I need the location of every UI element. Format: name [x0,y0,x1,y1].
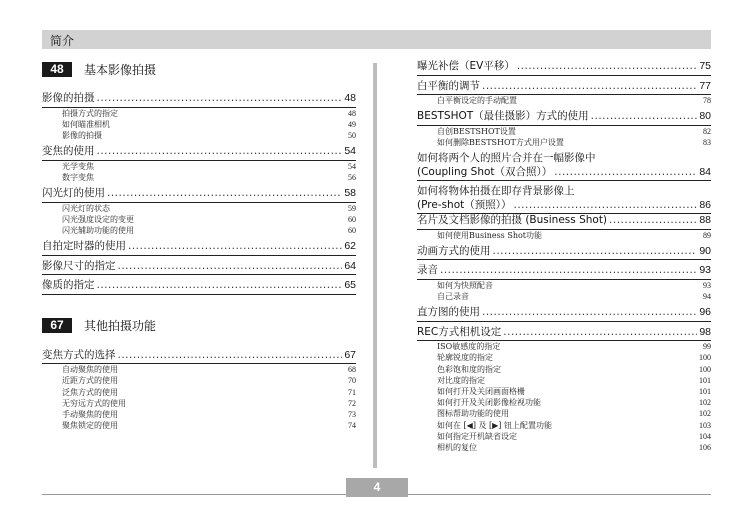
toc-subentry-page: 101 [699,387,711,397]
toc-entry-page: 62 [344,240,356,253]
toc-subentry-title: 白平衡设定的手动配置 [437,96,517,105]
footer-rule [408,494,711,495]
toc-subentry[interactable] [417,397,711,408]
toc-subentry-page: 49 [348,119,356,129]
entry-rule [417,75,711,76]
toc-entry[interactable] [42,187,356,236]
toc-subentry[interactable] [42,398,356,409]
leader-dots [609,214,697,228]
toc-subentry-page: 56 [348,172,356,182]
toc-subentry-page: 103 [699,420,711,430]
toc-entry-title: 自拍定时器的使用 [42,240,126,253]
toc-entry[interactable] [417,110,711,148]
toc-entry-title: 名片及文档影像的拍摄 (Business Shot) [417,214,608,227]
leader-dots [97,92,343,106]
toc-entry-title: REC方式相机设定 [417,325,502,338]
page-title: 简介 [50,34,75,48]
toc-subentry-title: 如何打开及关闭影像检视功能 [437,398,541,408]
toc-entry-page: 86 [699,198,711,211]
toc-subentry-title: 自创BESTSHOT设置 [437,126,516,136]
toc-entry-page: 96 [699,306,711,319]
toc-subentry-title: 无穷远方式的使用 [62,398,126,408]
toc-subentry-page: 50 [348,130,356,140]
toc-entry-page: 77 [699,79,711,92]
leader-dots [493,245,698,259]
toc-entry-page: 93 [699,264,711,277]
toc-subentry-page: 60 [348,225,356,235]
toc-subentry-title: 闪光辅助功能的使用 [62,225,134,235]
toc-subentry-title: 数字变焦 [62,172,94,182]
toc-subentry-page: 74 [348,421,356,431]
toc-subentry-page: 71 [348,387,356,397]
toc-subentry[interactable] [417,442,711,453]
leader-dots [514,199,698,213]
toc-subentry-title: 如何使用Business Shot功能 [437,230,542,240]
chapter-title: 其他拍摄功能 [84,319,157,334]
toc-subentry[interactable] [417,95,711,106]
toc-right-column [417,60,711,453]
toc-subentry-page: 60 [348,214,356,224]
header-bar [42,30,711,49]
toc-subentry-title: ISO敏感度的指定 [437,342,501,352]
toc-entry-title: 变焦方式的选择 [42,348,116,361]
toc-left-column [42,60,356,431]
toc-entry[interactable] [42,92,356,141]
toc-entry[interactable] [417,326,711,454]
toc-subentry-title: 如何指定开机缺省设定 [437,431,517,441]
toc-entry[interactable] [417,60,711,76]
toc-entry-title: 录音 [417,264,438,277]
toc-subentry-title: 如何打开及关闭画面格栅 [437,387,525,397]
toc-subentry-page: 100 [699,353,711,363]
toc-entry-page: 75 [699,60,711,72]
toc-entry-page: 84 [699,165,711,178]
toc-entry[interactable] [417,306,711,322]
leader-dots [97,279,343,293]
leader-dots [128,240,342,254]
toc-subentry-page: 68 [348,365,356,375]
toc-section-list [417,214,711,453]
toc-subentry[interactable] [417,420,711,431]
toc-subentry[interactable] [42,409,356,420]
toc-subentry-title: 近距方式的使用 [62,376,118,386]
toc-subentry-page: 48 [348,108,356,118]
toc-subentry[interactable] [417,280,711,291]
toc-entry[interactable] [42,279,356,295]
toc-subentry-page: 59 [348,203,356,213]
toc-subentry-page: 102 [699,398,711,408]
toc-subentry-title: 如何瞄准相机 [62,119,110,129]
toc-entry-title: 直方图的使用 [417,306,480,319]
toc-subentry-page: 99 [703,342,711,352]
toc-entry-title: 闪光灯的使用 [42,187,105,200]
entry-rule [417,321,711,322]
toc-subentry[interactable] [417,375,711,386]
toc-entry-title: 动画方式的使用 [417,244,491,257]
toc-subentry[interactable] [417,386,711,397]
toc-subentry[interactable] [417,408,711,419]
toc-subentry[interactable] [42,172,356,183]
entry-rule [417,180,711,181]
toc-entry-title: BESTSHOT（最佳摄影）方式的使用 [417,110,589,123]
toc-subentry[interactable] [417,431,711,442]
toc-subentry[interactable] [42,161,356,172]
toc-entry[interactable] [42,260,356,276]
chapter-heading [42,60,356,78]
toc-entry-title: 曝光补偿（EV平移） [417,60,515,72]
chapter-title: 基本影像拍摄 [84,62,157,77]
toc-subentry-page: 102 [699,409,711,419]
toc-entry-title: (Coupling Shot（双合照）） [417,165,553,178]
toc-entry-title: 影像的拍摄 [42,92,95,104]
toc-entry-page: 48 [344,92,356,104]
toc-subentry[interactable] [42,130,356,141]
toc-subentry-title: 图标帮助功能的使用 [437,409,509,419]
chapter-number: 67 [42,318,72,333]
toc-subentry[interactable] [42,420,356,431]
leader-dots [591,110,698,124]
leader-dots [440,264,697,278]
toc-subentry-title: 手动聚焦的使用 [62,409,118,419]
toc-section-list [42,92,356,295]
toc-subentry[interactable] [417,291,711,302]
toc-subentry[interactable] [42,225,356,236]
toc-entry-title: 如何将物体拍摄在即存背景影像上 [417,185,575,198]
toc-subentry-title: 如何删除BESTSHOT方式用户设置 [437,137,564,147]
toc-subentry[interactable] [417,364,711,375]
toc-entry[interactable] [42,145,356,183]
chapter-number: 48 [42,62,72,77]
toc-entry-title: 像质的指定 [42,279,95,292]
toc-subentry[interactable] [42,214,356,225]
leader-dots [503,326,697,340]
toc-entry-page: 88 [699,214,711,227]
toc-entry-page: 67 [344,348,356,361]
toc-entry-title: 影像尺寸的指定 [42,259,116,272]
toc-subentry-title: 光学变焦 [62,161,94,171]
toc-subentry-title: 如何在 [◀] 及 [▶] 钮上配置功能 [437,420,552,430]
toc-subentry-page: 70 [348,376,356,386]
toc-subentry[interactable] [417,341,711,352]
toc-entry-title: 白平衡的调节 [417,79,480,92]
toc-subentry[interactable] [417,137,711,148]
leader-dots [554,166,697,180]
toc-entry-page: 90 [699,244,711,257]
toc-entry-page: 98 [699,325,711,338]
toc-subentry-title: 闪光灯的状态 [62,203,110,213]
toc-subentry[interactable] [417,126,711,137]
toc-entry[interactable] [417,264,711,302]
toc-subentry-page: 94 [703,292,711,302]
toc-subentry-title: 闪光强度设定的变更 [62,214,134,224]
toc-subentry-page: 106 [699,443,711,453]
toc-subentry-page: 101 [699,375,711,385]
toc-entry-title: 变焦的使用 [42,145,95,158]
toc-subentry-page: 82 [703,126,711,136]
toc-entry-title: (Pre-shot（预照）） [417,198,512,211]
toc-entry[interactable] [42,240,356,256]
toc-section-list [42,349,356,432]
toc-entry-page: 80 [699,110,711,123]
toc-subentry-title: 自动聚焦的使用 [62,365,118,375]
toc-entry-title: 如何将两个人的照片合并在一幅影像中 [417,152,596,165]
toc-subentry[interactable] [42,203,356,214]
toc-subentry-title: 自己录音 [437,292,469,302]
page-number: 4 [346,478,408,497]
toc-subentry-page: 104 [699,431,711,441]
toc-section-list [417,60,711,148]
footer-rule [42,494,346,495]
toc-entry[interactable] [417,80,711,107]
leader-dots [517,60,697,74]
toc-subentry-page: 93 [703,280,711,290]
toc-subentry[interactable] [417,352,711,363]
toc-subentry-page: 100 [699,364,711,374]
toc-subentry-title: 对比度的指定 [437,375,485,385]
toc-subentry-page: 89 [703,230,711,240]
toc-entry[interactable] [417,152,711,181]
toc-subentry[interactable] [42,364,356,375]
leader-dots [482,306,697,320]
toc-subentry-title: 泛焦方式的使用 [62,387,118,397]
toc-subentry-page: 83 [703,137,711,147]
toc-subentry[interactable] [42,387,356,398]
toc-entry-page: 64 [344,259,356,272]
column-divider [373,63,377,468]
leader-dots [118,260,343,274]
toc-entry-page: 65 [344,279,356,292]
toc-subentry-title: 色彩饱和度的指定 [437,364,501,374]
toc-subentry-page: 72 [348,398,356,408]
leader-dots [118,349,343,363]
toc-subentry-page: 54 [348,161,356,171]
entry-rule [42,255,356,256]
toc-subentry[interactable] [42,119,356,130]
toc-subentry[interactable] [42,108,356,119]
toc-entry[interactable] [42,349,356,432]
toc-entry[interactable] [417,245,711,261]
leader-dots [97,145,343,159]
entry-rule [417,259,711,260]
toc-subentry[interactable] [417,230,711,241]
toc-entry-page: 54 [344,145,356,158]
toc-subentry-title: 相机的复位 [437,443,477,453]
toc-entry[interactable] [417,214,711,241]
chapter-heading [42,317,356,335]
toc-entry-page: 58 [344,187,356,200]
toc-subentry-title: 聚焦锁定的使用 [62,421,118,431]
toc-subentry[interactable] [42,375,356,386]
toc-subentry-title: 影像的拍摄 [62,130,102,140]
leader-dots [482,80,697,94]
toc-subentry-page: 73 [348,409,356,419]
toc-subentry-title: 轮廓锐度的指定 [437,353,493,363]
toc-entry[interactable] [417,185,711,214]
toc-subentry-title: 拍摄方式的指定 [62,108,118,118]
toc-subentry-title: 如何为快照配音 [437,280,493,290]
toc-subentry-page: 78 [703,96,711,105]
entry-rule [42,274,356,275]
leader-dots [107,187,342,201]
